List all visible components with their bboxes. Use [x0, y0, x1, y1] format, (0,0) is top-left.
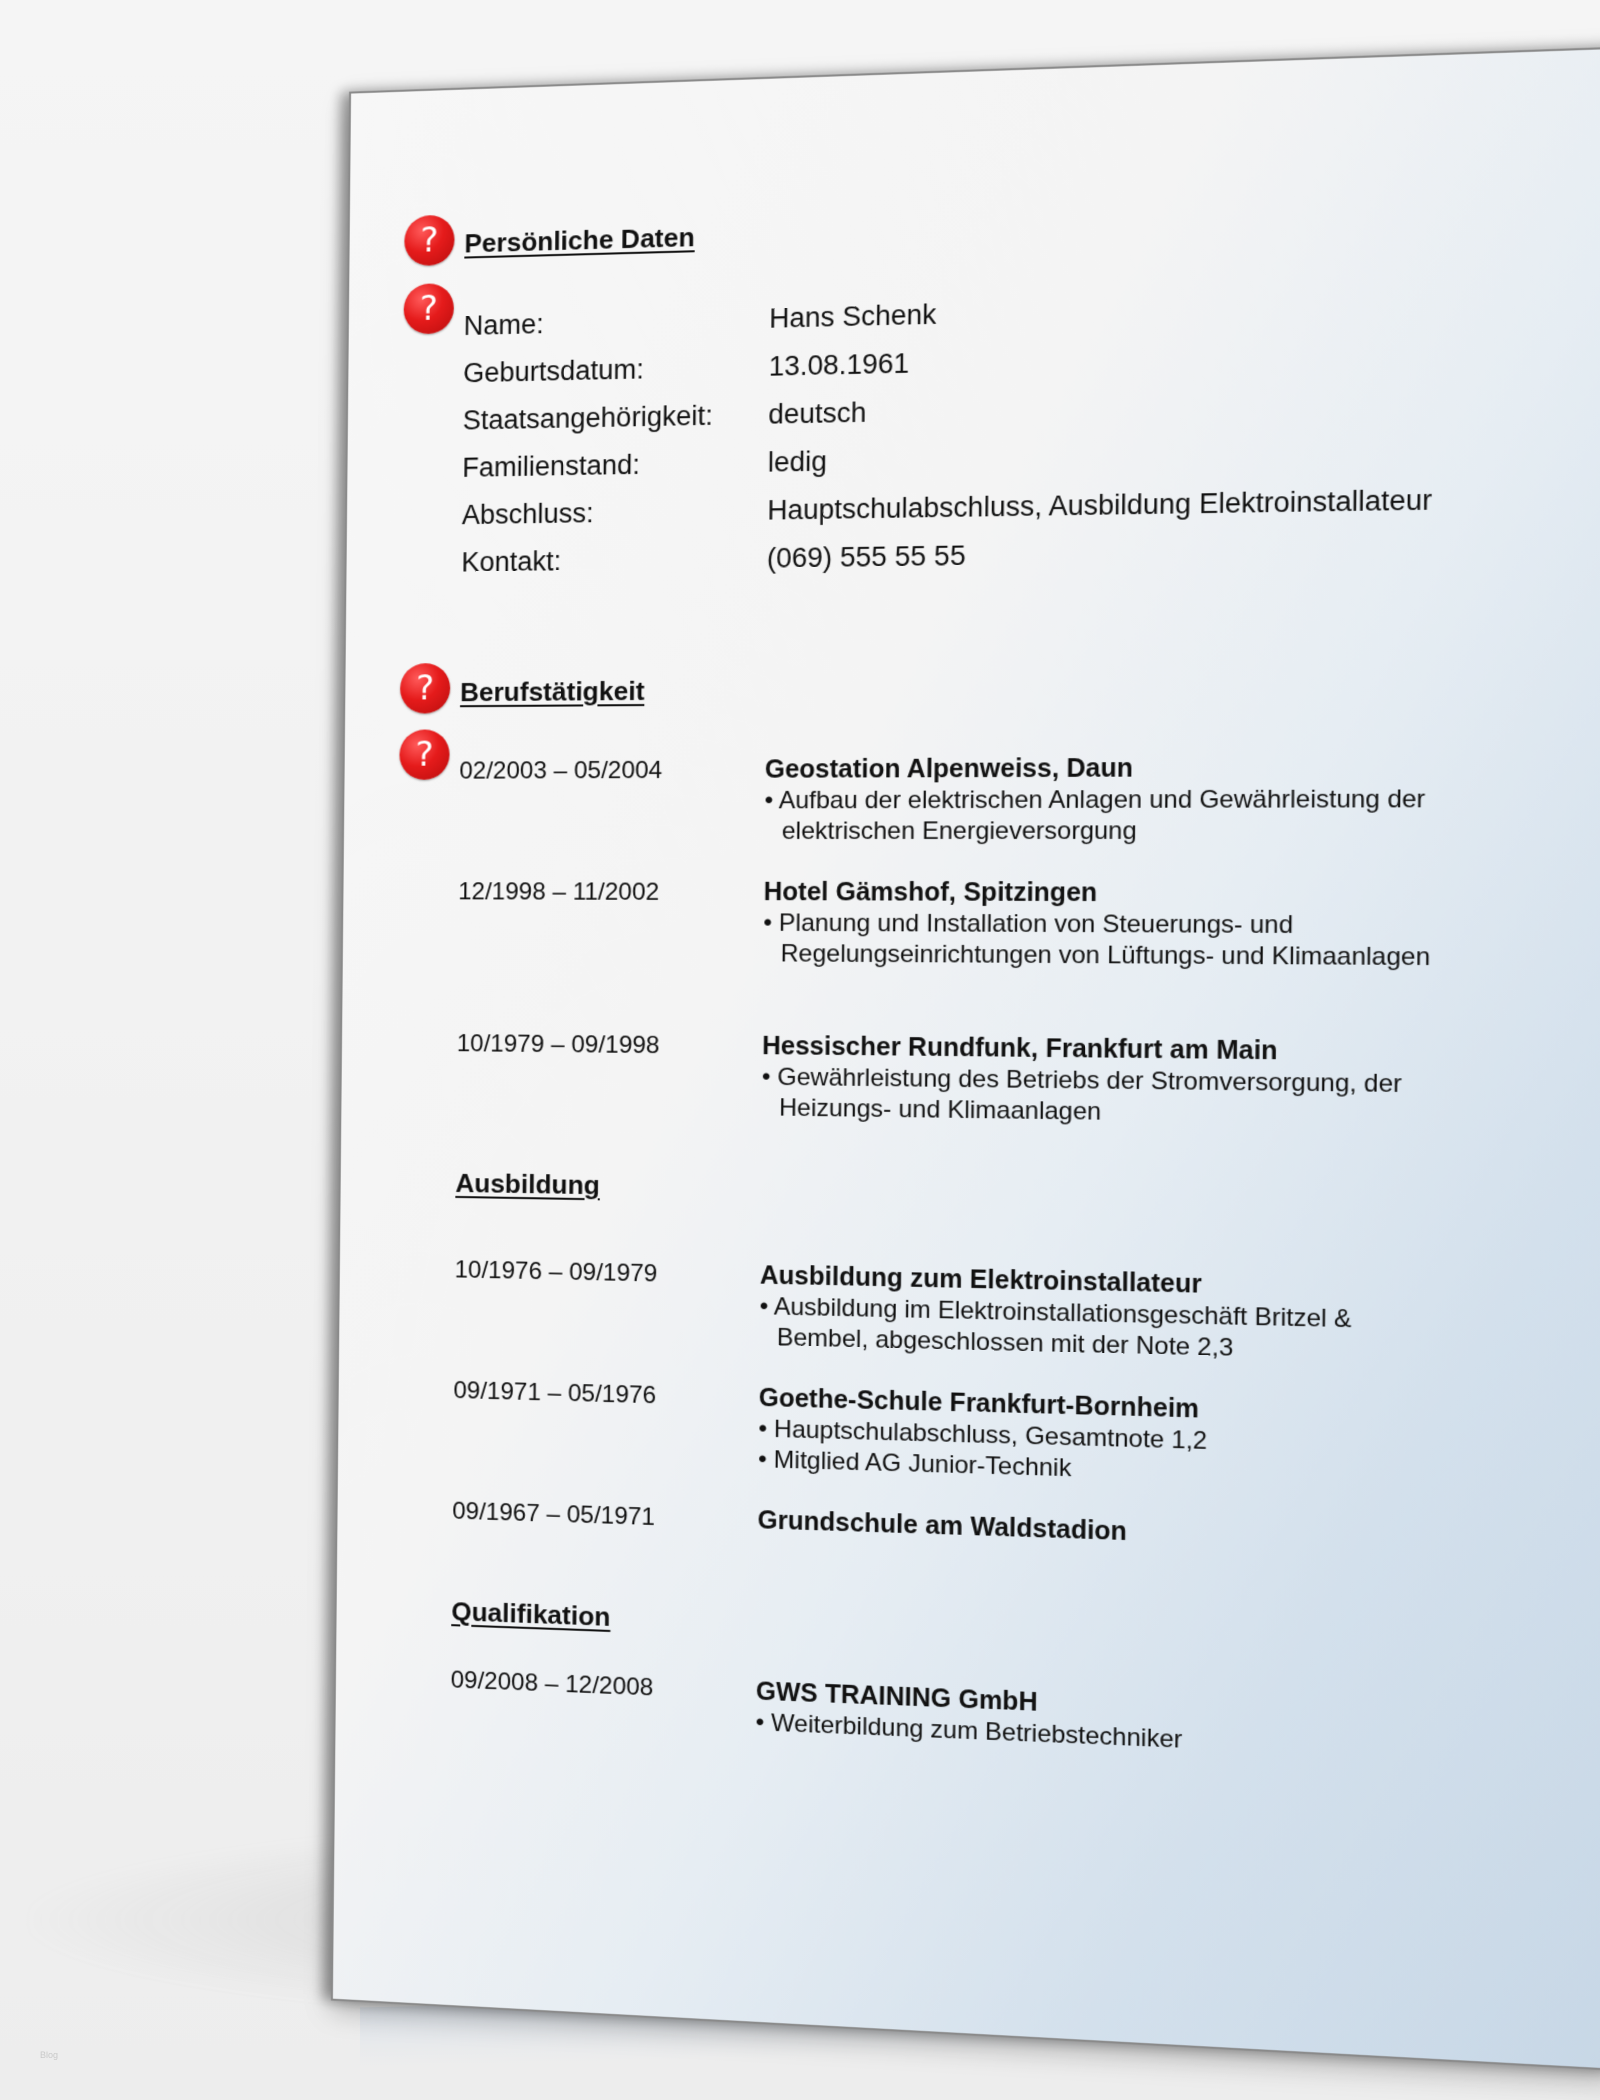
education-date-2: 09/1971 – 05/1976	[453, 1376, 657, 1410]
career-date-2: 12/1998 – 11/2002	[458, 878, 660, 906]
education-entry-1	[759, 1260, 1441, 1369]
education-entry-2	[758, 1383, 1440, 1496]
education-entry-title: Grundschule am Waldstadion	[757, 1505, 1128, 1547]
personal-value-birthdate: 13.08.1961	[768, 348, 910, 382]
personal-value-name: Hans Schenk	[769, 299, 937, 334]
personal-label-degree: Abschluss:	[461, 497, 594, 531]
career-date-1: 02/2003 – 05/2004	[459, 756, 663, 785]
personal-label-contact: Kontakt:	[461, 545, 562, 578]
help-icon-personal-heading[interactable]: ?	[404, 215, 455, 267]
cv-page	[331, 46, 1600, 2071]
career-entry-title: Hessischer Rundfunk, Frankfurt am Main	[762, 1031, 1278, 1066]
personal-value-degree: Hauptschulabschluss, Ausbildung Elektroinstallateur	[767, 484, 1433, 526]
help-icon-career-heading[interactable]: ?	[400, 663, 451, 714]
education-date-3: 09/1967 – 05/1971	[452, 1497, 656, 1532]
corner-watermark: Blog	[40, 2050, 59, 2060]
cv-page-content	[333, 48, 1600, 2069]
section-heading-education: Ausbildung	[455, 1167, 601, 1201]
personal-label-marital-status: Familienstand:	[462, 449, 641, 483]
career-entry-2	[763, 877, 1446, 974]
education-entry-bullet: • Mitglied AG Junior-Technik	[758, 1445, 1072, 1483]
personal-value-contact: (069) 555 55 55	[766, 540, 966, 574]
qualification-entry-bullet: • Weiterbildung zum Betriebstechniker	[755, 1708, 1183, 1754]
personal-label-nationality: Staatsangehörigkeit:	[462, 400, 713, 436]
qualification-entry-title: GWS TRAINING GmbH	[755, 1677, 1038, 1717]
qualification-date-1: 09/2008 – 12/2008	[450, 1666, 654, 1702]
career-entry-1	[764, 752, 1447, 848]
qualification-entry-1	[755, 1676, 1437, 1766]
career-entry-bullet: • Aufbau der elektrischen Anlagen und Gewährleistung der elektrischen Energieversorgung	[764, 785, 1426, 846]
personal-value-nationality: deutsch	[768, 397, 867, 430]
education-entry-bullet: • Ausbildung im Elektroinstallationsgeschäft Britzel & Bembel, abgeschlossen mit der Note 2,3	[759, 1292, 1352, 1363]
section-heading-career: Berufstätigkeit	[460, 675, 645, 708]
career-entry-3	[761, 1031, 1444, 1133]
personal-value-marital-status: ledig	[767, 446, 828, 478]
education-entry-3	[757, 1505, 1439, 1559]
education-date-1: 10/1976 – 09/1979	[454, 1256, 658, 1288]
section-heading-qualification: Qualifikation	[451, 1595, 611, 1632]
career-entry-title: Geostation Alpenweiss, Daun	[764, 753, 1134, 784]
education-entry-title: Goethe-Schule Frankfurt-Bornheim	[758, 1383, 1200, 1424]
career-entry-bullet: • Planung und Installation von Steuerungs- und Regelungseinrichtungen von Lüftungs- und Klimaanlagen	[763, 909, 1431, 972]
education-entry-bullet: • Hauptschulabschluss, Gesamtnote 1,2	[758, 1415, 1208, 1456]
personal-label-birthdate: Geburtsdatum:	[463, 354, 645, 389]
help-icon-career-entries[interactable]: ?	[399, 729, 450, 779]
section-heading-personal: Persönliche Daten	[464, 221, 695, 259]
help-icon-personal-data[interactable]: ?	[404, 283, 455, 334]
career-date-3: 10/1979 – 09/1998	[456, 1030, 660, 1060]
career-entry-title: Hotel Gämshof, Spitzingen	[763, 877, 1098, 908]
education-entry-title: Ausbildung zum Elektroinstallateur	[759, 1261, 1202, 1299]
career-entry-bullet: • Gewährleistung des Betriebs der Stromversorgung, der Heizungs- und Klimaanlagen	[761, 1063, 1402, 1126]
personal-label-name: Name:	[463, 308, 544, 342]
